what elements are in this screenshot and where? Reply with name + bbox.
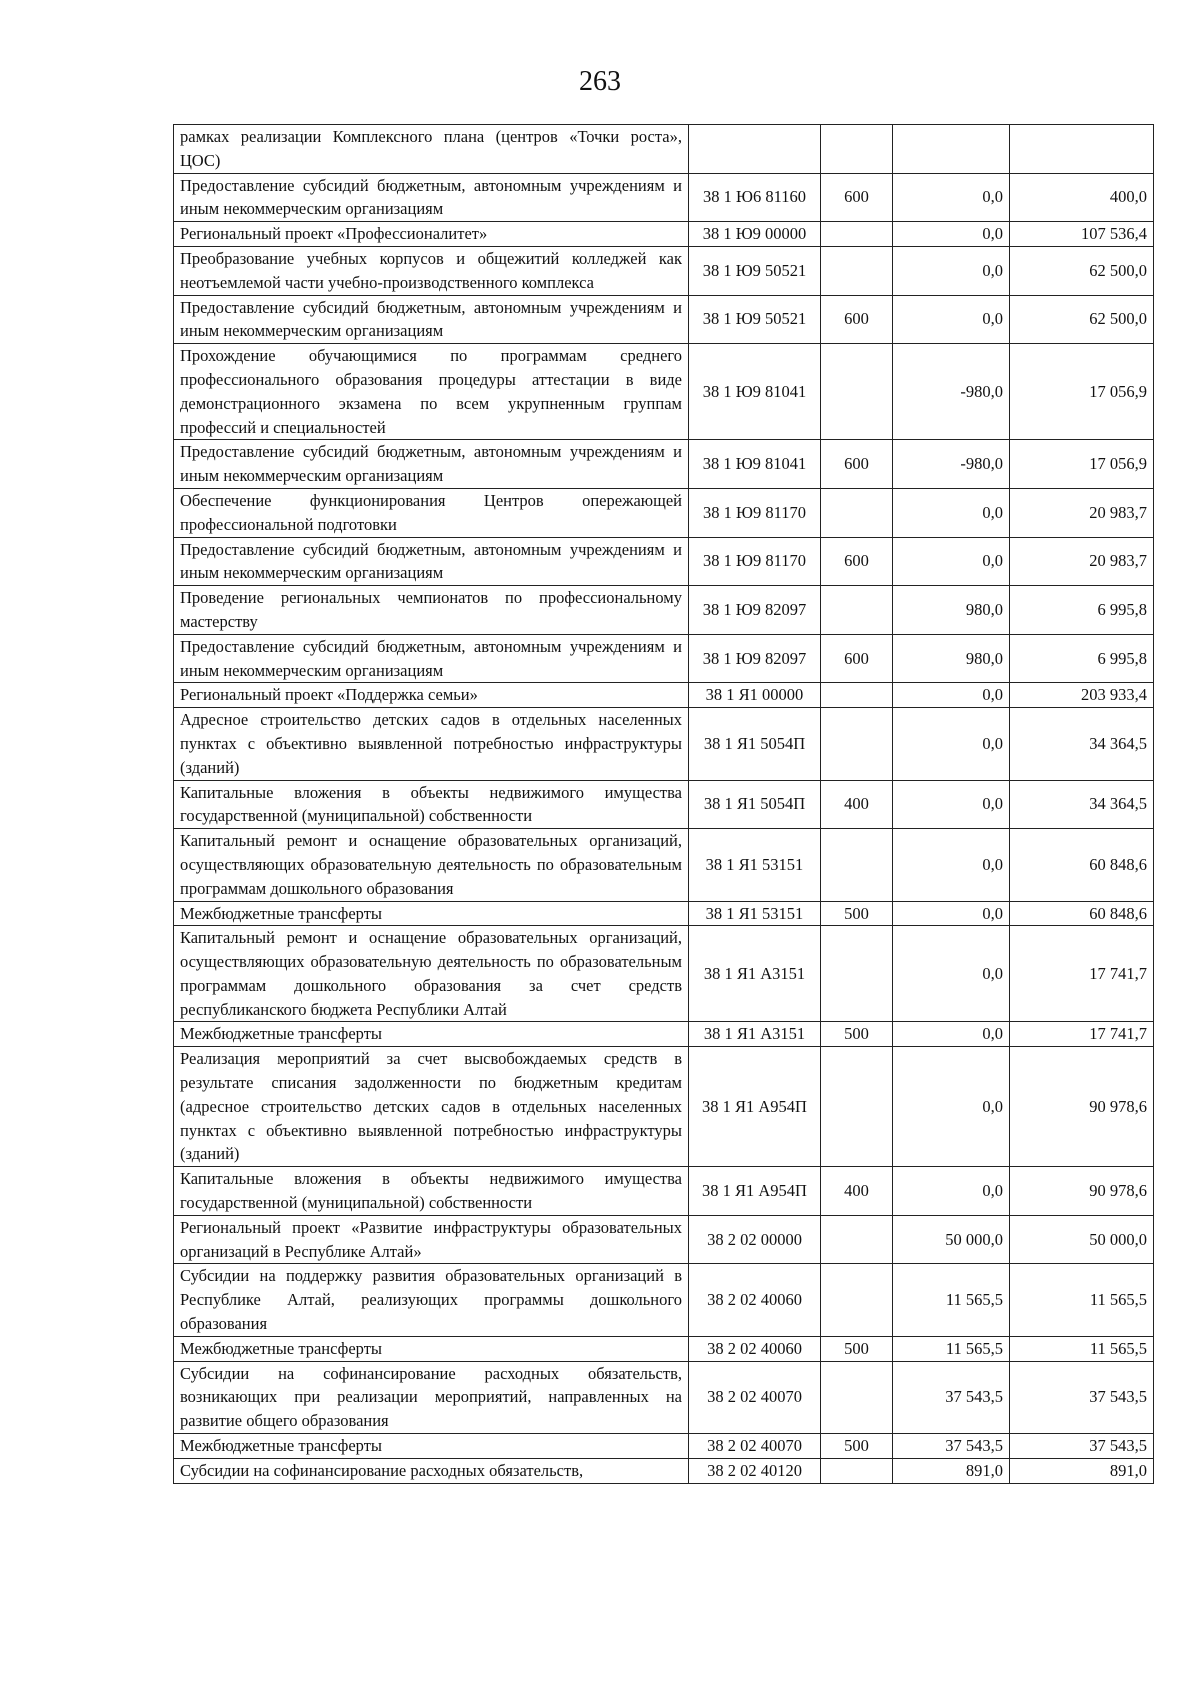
- amount-change-cell: 0,0: [893, 1167, 1010, 1216]
- table-row: [174, 125, 1154, 174]
- budget-table: [173, 124, 1154, 1484]
- expense-type-cell: 400: [821, 780, 893, 829]
- expense-type-cell: [821, 683, 893, 708]
- expense-type-cell: [821, 488, 893, 537]
- expense-type-cell: [821, 125, 893, 174]
- amount-total-cell: 37 543,5: [1010, 1434, 1154, 1459]
- amount-total-cell: 6 995,8: [1010, 586, 1154, 635]
- amount-total-cell: 90 978,6: [1010, 1167, 1154, 1216]
- item-name-cell: Субсидии на софинансирование расходных обязательств, возникающих при реализации мероприятий, направленных на развитие общего образования: [174, 1361, 689, 1433]
- item-name-cell: Региональный проект «Профессионалитет»: [174, 222, 689, 247]
- target-code-cell: 38 1 Я1 53151: [689, 829, 821, 901]
- target-code-cell: 38 1 Я1 5054П: [689, 708, 821, 780]
- expense-type-cell: [821, 829, 893, 901]
- table-row: [174, 295, 1154, 344]
- item-name-cell: Предоставление субсидий бюджетным, автономным учреждениям и иным некоммерческим организациям: [174, 173, 689, 222]
- item-name-cell: Преобразование учебных корпусов и общежитий колледжей как неотъемлемой части учебно-производственного комплекса: [174, 246, 689, 295]
- item-name-cell: Капитальный ремонт и оснащение образовательных организаций, осуществляющих образовательную деятельность по образовательным программам дошкольного образования за счет средств республиканского бюджета Республики Алтай: [174, 926, 689, 1022]
- item-name-cell: Капитальные вложения в объекты недвижимого имущества государственной (муниципальной) собственности: [174, 1167, 689, 1216]
- amount-change-cell: 980,0: [893, 634, 1010, 683]
- item-name-cell: Межбюджетные трансферты: [174, 901, 689, 926]
- target-code-cell: 38 2 02 40120: [689, 1458, 821, 1483]
- target-code-cell: 38 1 Ю9 81041: [689, 344, 821, 440]
- table-row: [174, 586, 1154, 635]
- expense-type-cell: 600: [821, 295, 893, 344]
- item-name-cell: Предоставление субсидий бюджетным, автономным учреждениям и иным некоммерческим организациям: [174, 634, 689, 683]
- table-row: [174, 634, 1154, 683]
- amount-change-cell: 0,0: [893, 708, 1010, 780]
- item-name-cell: рамках реализации Комплексного плана (центров «Точки роста», ЦОС): [174, 125, 689, 174]
- amount-change-cell: 0,0: [893, 829, 1010, 901]
- amount-total-cell: 60 848,6: [1010, 901, 1154, 926]
- item-name-cell: Субсидии на поддержку развития образовательных организаций в Республике Алтай, реализующих программы дошкольного образования: [174, 1264, 689, 1336]
- item-name-cell: Реализация мероприятий за счет высвобождаемых средств в результате списания задолженности по бюджетным кредитам (адресное строительство детских садов в отдельных населенных пунктах с объективно выявленной потребностью инфраструктуры (зданий): [174, 1047, 689, 1167]
- target-code-cell: 38 1 Ю9 50521: [689, 295, 821, 344]
- table-row: [174, 222, 1154, 247]
- table-row: [174, 537, 1154, 586]
- expense-type-cell: [821, 1047, 893, 1167]
- expense-type-cell: [821, 708, 893, 780]
- table-row: [174, 1167, 1154, 1216]
- budget-table-body: [174, 125, 1154, 1484]
- expense-type-cell: 500: [821, 901, 893, 926]
- amount-total-cell: 17 741,7: [1010, 1022, 1154, 1047]
- table-row: [174, 246, 1154, 295]
- target-code-cell: 38 1 Ю9 81041: [689, 440, 821, 489]
- table-row: [174, 344, 1154, 440]
- expense-type-cell: [821, 926, 893, 1022]
- amount-total-cell: 60 848,6: [1010, 829, 1154, 901]
- table-row: [174, 440, 1154, 489]
- amount-total-cell: 37 543,5: [1010, 1361, 1154, 1433]
- target-code-cell: 38 2 02 40060: [689, 1336, 821, 1361]
- target-code-cell: 38 1 Я1 А954П: [689, 1167, 821, 1216]
- amount-total-cell: 20 983,7: [1010, 488, 1154, 537]
- target-code-cell: [689, 125, 821, 174]
- expense-type-cell: [821, 246, 893, 295]
- item-name-cell: Межбюджетные трансферты: [174, 1022, 689, 1047]
- amount-total-cell: 62 500,0: [1010, 246, 1154, 295]
- amount-total-cell: 90 978,6: [1010, 1047, 1154, 1167]
- target-code-cell: 38 1 Ю9 82097: [689, 634, 821, 683]
- expense-type-cell: 500: [821, 1336, 893, 1361]
- amount-total-cell: 400,0: [1010, 173, 1154, 222]
- amount-change-cell: 0,0: [893, 926, 1010, 1022]
- amount-change-cell: 11 565,5: [893, 1264, 1010, 1336]
- amount-total-cell: 34 364,5: [1010, 780, 1154, 829]
- amount-total-cell: 20 983,7: [1010, 537, 1154, 586]
- target-code-cell: 38 1 Я1 5054П: [689, 780, 821, 829]
- amount-total-cell: 11 565,5: [1010, 1264, 1154, 1336]
- target-code-cell: 38 1 Ю6 81160: [689, 173, 821, 222]
- expense-type-cell: 600: [821, 634, 893, 683]
- table-row: [174, 1458, 1154, 1483]
- amount-total-cell: [1010, 125, 1154, 174]
- table-row: [174, 1434, 1154, 1459]
- amount-change-cell: -980,0: [893, 344, 1010, 440]
- item-name-cell: Обеспечение функционирования Центров опережающей профессиональной подготовки: [174, 488, 689, 537]
- table-row: [174, 1361, 1154, 1433]
- item-name-cell: Предоставление субсидий бюджетным, автономным учреждениям и иным некоммерческим организациям: [174, 537, 689, 586]
- amount-change-cell: 0,0: [893, 780, 1010, 829]
- target-code-cell: 38 1 Ю9 82097: [689, 586, 821, 635]
- amount-change-cell: -980,0: [893, 440, 1010, 489]
- amount-change-cell: 37 543,5: [893, 1361, 1010, 1433]
- table-row: [174, 926, 1154, 1022]
- amount-change-cell: 37 543,5: [893, 1434, 1010, 1459]
- amount-change-cell: 0,0: [893, 295, 1010, 344]
- amount-total-cell: 62 500,0: [1010, 295, 1154, 344]
- target-code-cell: 38 2 02 40060: [689, 1264, 821, 1336]
- expense-type-cell: [821, 1264, 893, 1336]
- amount-change-cell: 11 565,5: [893, 1336, 1010, 1361]
- amount-total-cell: 6 995,8: [1010, 634, 1154, 683]
- target-code-cell: 38 1 Ю9 50521: [689, 246, 821, 295]
- amount-change-cell: 0,0: [893, 173, 1010, 222]
- amount-change-cell: 0,0: [893, 901, 1010, 926]
- amount-change-cell: 0,0: [893, 1047, 1010, 1167]
- item-name-cell: Адресное строительство детских садов в отдельных населенных пунктах с объективно выявленной потребностью инфраструктуры (зданий): [174, 708, 689, 780]
- item-name-cell: Региональный проект «Поддержка семьи»: [174, 683, 689, 708]
- amount-total-cell: 203 933,4: [1010, 683, 1154, 708]
- amount-change-cell: 0,0: [893, 488, 1010, 537]
- amount-change-cell: [893, 125, 1010, 174]
- target-code-cell: 38 1 Я1 А954П: [689, 1047, 821, 1167]
- expense-type-cell: [821, 1215, 893, 1264]
- table-row: [174, 708, 1154, 780]
- target-code-cell: 38 2 02 40070: [689, 1434, 821, 1459]
- item-name-cell: Капитальные вложения в объекты недвижимого имущества государственной (муниципальной) собственности: [174, 780, 689, 829]
- expense-type-cell: 600: [821, 440, 893, 489]
- table-row: [174, 683, 1154, 708]
- expense-type-cell: 500: [821, 1434, 893, 1459]
- amount-total-cell: 891,0: [1010, 1458, 1154, 1483]
- amount-total-cell: 11 565,5: [1010, 1336, 1154, 1361]
- table-row: [174, 1215, 1154, 1264]
- target-code-cell: 38 1 Я1 00000: [689, 683, 821, 708]
- item-name-cell: Предоставление субсидий бюджетным, автономным учреждениям и иным некоммерческим организациям: [174, 295, 689, 344]
- expense-type-cell: 500: [821, 1022, 893, 1047]
- expense-type-cell: 600: [821, 537, 893, 586]
- amount-total-cell: 34 364,5: [1010, 708, 1154, 780]
- amount-total-cell: 17 056,9: [1010, 344, 1154, 440]
- amount-change-cell: 50 000,0: [893, 1215, 1010, 1264]
- table-row: [174, 1336, 1154, 1361]
- target-code-cell: 38 2 02 00000: [689, 1215, 821, 1264]
- amount-change-cell: 0,0: [893, 537, 1010, 586]
- item-name-cell: Межбюджетные трансферты: [174, 1336, 689, 1361]
- target-code-cell: 38 2 02 40070: [689, 1361, 821, 1433]
- expense-type-cell: 400: [821, 1167, 893, 1216]
- table-row: [174, 780, 1154, 829]
- expense-type-cell: [821, 1361, 893, 1433]
- expense-type-cell: [821, 1458, 893, 1483]
- target-code-cell: 38 1 Ю9 00000: [689, 222, 821, 247]
- item-name-cell: Прохождение обучающимися по программам среднего профессионального образования процедуры аттестации в виде демонстрационного экзамена по всем укрупненным группам профессий и специальностей: [174, 344, 689, 440]
- target-code-cell: 38 1 Я1 А3151: [689, 1022, 821, 1047]
- table-row: [174, 829, 1154, 901]
- page-number: 263: [579, 66, 621, 97]
- amount-total-cell: 50 000,0: [1010, 1215, 1154, 1264]
- table-row: [174, 173, 1154, 222]
- table-row: [174, 901, 1154, 926]
- amount-total-cell: 107 536,4: [1010, 222, 1154, 247]
- amount-total-cell: 17 056,9: [1010, 440, 1154, 489]
- target-code-cell: 38 1 Я1 53151: [689, 901, 821, 926]
- item-name-cell: Субсидии на софинансирование расходных обязательств,: [174, 1458, 689, 1483]
- expense-type-cell: [821, 344, 893, 440]
- table-row: [174, 1264, 1154, 1336]
- amount-change-cell: 980,0: [893, 586, 1010, 635]
- item-name-cell: Проведение региональных чемпионатов по профессиональному мастерству: [174, 586, 689, 635]
- item-name-cell: Межбюджетные трансферты: [174, 1434, 689, 1459]
- item-name-cell: Региональный проект «Развитие инфраструктуры образовательных организаций в Республике Алтай»: [174, 1215, 689, 1264]
- amount-change-cell: 0,0: [893, 683, 1010, 708]
- amount-change-cell: 891,0: [893, 1458, 1010, 1483]
- amount-total-cell: 17 741,7: [1010, 926, 1154, 1022]
- target-code-cell: 38 1 Ю9 81170: [689, 537, 821, 586]
- target-code-cell: 38 1 Я1 А3151: [689, 926, 821, 1022]
- expense-type-cell: 600: [821, 173, 893, 222]
- expense-type-cell: [821, 222, 893, 247]
- item-name-cell: Предоставление субсидий бюджетным, автономным учреждениям и иным некоммерческим организациям: [174, 440, 689, 489]
- table-row: [174, 488, 1154, 537]
- amount-change-cell: 0,0: [893, 222, 1010, 247]
- amount-change-cell: 0,0: [893, 246, 1010, 295]
- item-name-cell: Капитальный ремонт и оснащение образовательных организаций, осуществляющих образовательную деятельность по образовательным программам дошкольного образования: [174, 829, 689, 901]
- amount-change-cell: 0,0: [893, 1022, 1010, 1047]
- expense-type-cell: [821, 586, 893, 635]
- table-row: [174, 1022, 1154, 1047]
- table-row: [174, 1047, 1154, 1167]
- target-code-cell: 38 1 Ю9 81170: [689, 488, 821, 537]
